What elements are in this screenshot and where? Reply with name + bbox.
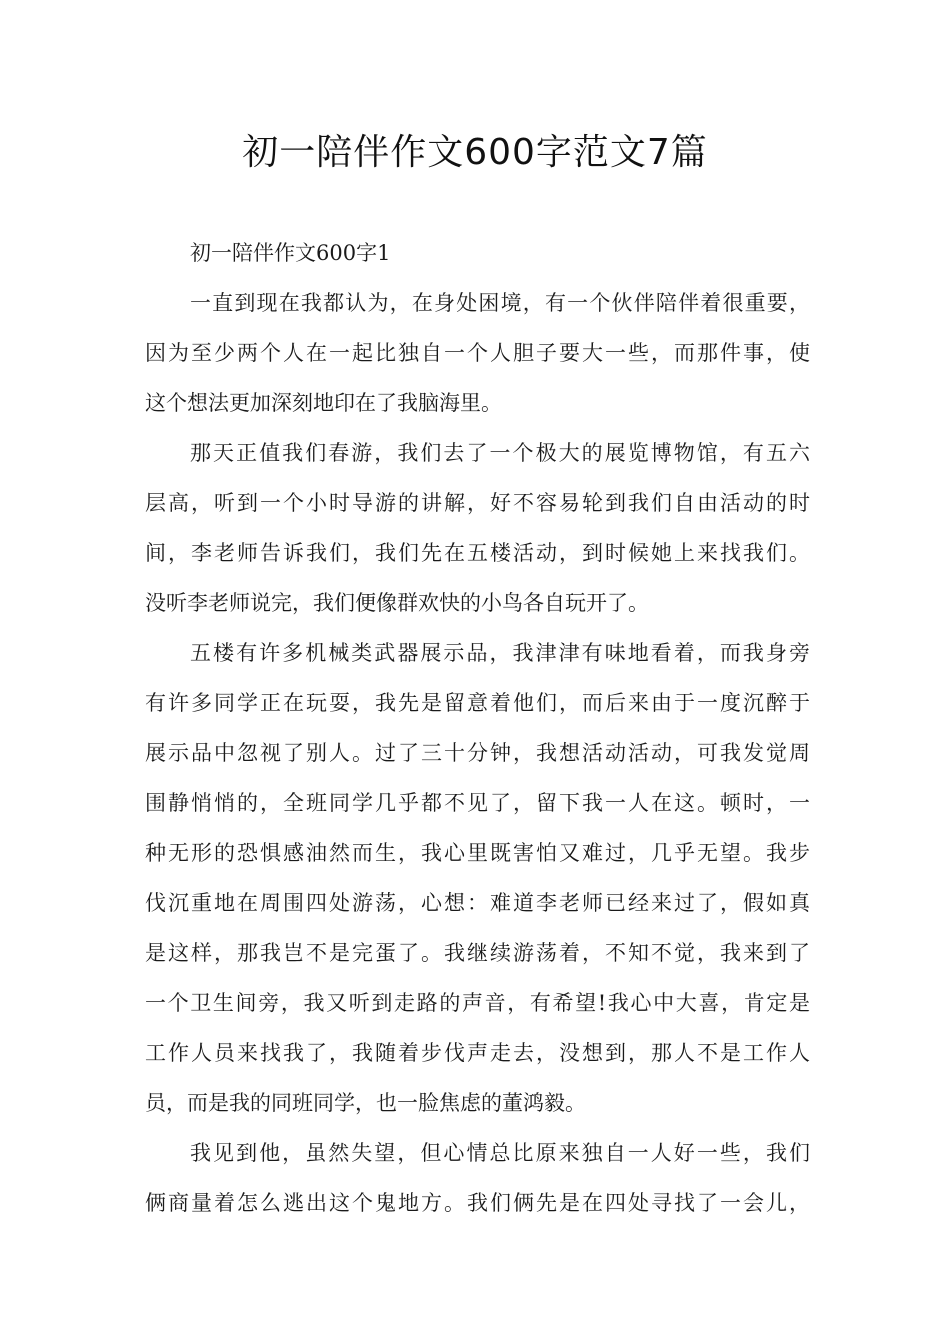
paragraph-line: 工作人员来找我了，我随着步伐声走去，没想到，那人不是工作人 <box>145 1041 810 1065</box>
paragraph-line: 没听李老师说完，我们便像群欢快的小鸟各自玩开了。 <box>145 591 649 615</box>
paragraph-line: 有许多同学正在玩耍，我先是留意着他们，而后来由于一度沉醉于 <box>145 691 810 715</box>
document-title: 初一陪伴作文600字范文7篇 <box>242 132 708 173</box>
section-heading: 初一陪伴作文600字1 <box>190 241 391 265</box>
paragraph-line: 围静悄悄的，全班同学几乎都不见了，留下我一人在这。顿时，一 <box>145 791 810 815</box>
paragraph-line: 是这样，那我岂不是完蛋了。我继续游荡着，不知不觉，我来到了 <box>145 941 810 965</box>
paragraph-line: 五楼有许多机械类武器展示品，我津津有味地看着，而我身旁 <box>190 641 810 665</box>
paragraph-line: 伐沉重地在周围四处游荡，心想：难道李老师已经来过了，假如真 <box>145 891 810 915</box>
paragraph-line: 层高，听到一个小时导游的讲解，好不容易轮到我们自由活动的时 <box>145 491 810 515</box>
paragraph-line: 一直到现在我都认为，在身处困境，有一个伙伴陪伴着很重要， <box>190 291 810 315</box>
paragraph-line: 因为至少两个人在一起比独自一个人胆子要大一些，而那件事，使 <box>145 341 810 365</box>
paragraph-line: 展示品中忽视了别人。过了三十分钟，我想活动活动，可我发觉周 <box>145 741 810 765</box>
paragraph-line: 俩商量着怎么逃出这个鬼地方。我们俩先是在四处寻找了一会儿， <box>145 1191 810 1215</box>
paragraph-4 <box>145 1128 810 1228</box>
paragraph-line: 间，李老师告诉我们，我们先在五楼活动，到时候她上来找我们。 <box>145 541 810 565</box>
paragraph-line: 这个想法更加深刻地印在了我脑海里。 <box>145 391 502 415</box>
paragraph-line: 种无形的恐惧感油然而生，我心里既害怕又难过，几乎无望。我步 <box>145 841 810 865</box>
document-body <box>145 228 810 1228</box>
paragraph-line: 员，而是我的同班同学，也一脸焦虑的董鸿毅。 <box>145 1091 586 1115</box>
paragraph-line: 一个卫生间旁，我又听到走路的声音，有希望!我心中大喜，肯定是 <box>145 991 810 1015</box>
paragraph-1 <box>145 278 810 428</box>
paragraph-line: 那天正值我们春游，我们去了一个极大的展览博物馆，有五六 <box>190 441 810 465</box>
paragraph-2 <box>145 428 810 628</box>
paragraph-line: 我见到他，虽然失望，但心情总比原来独自一人好一些，我们 <box>190 1141 810 1165</box>
paragraph-3 <box>145 628 810 1128</box>
